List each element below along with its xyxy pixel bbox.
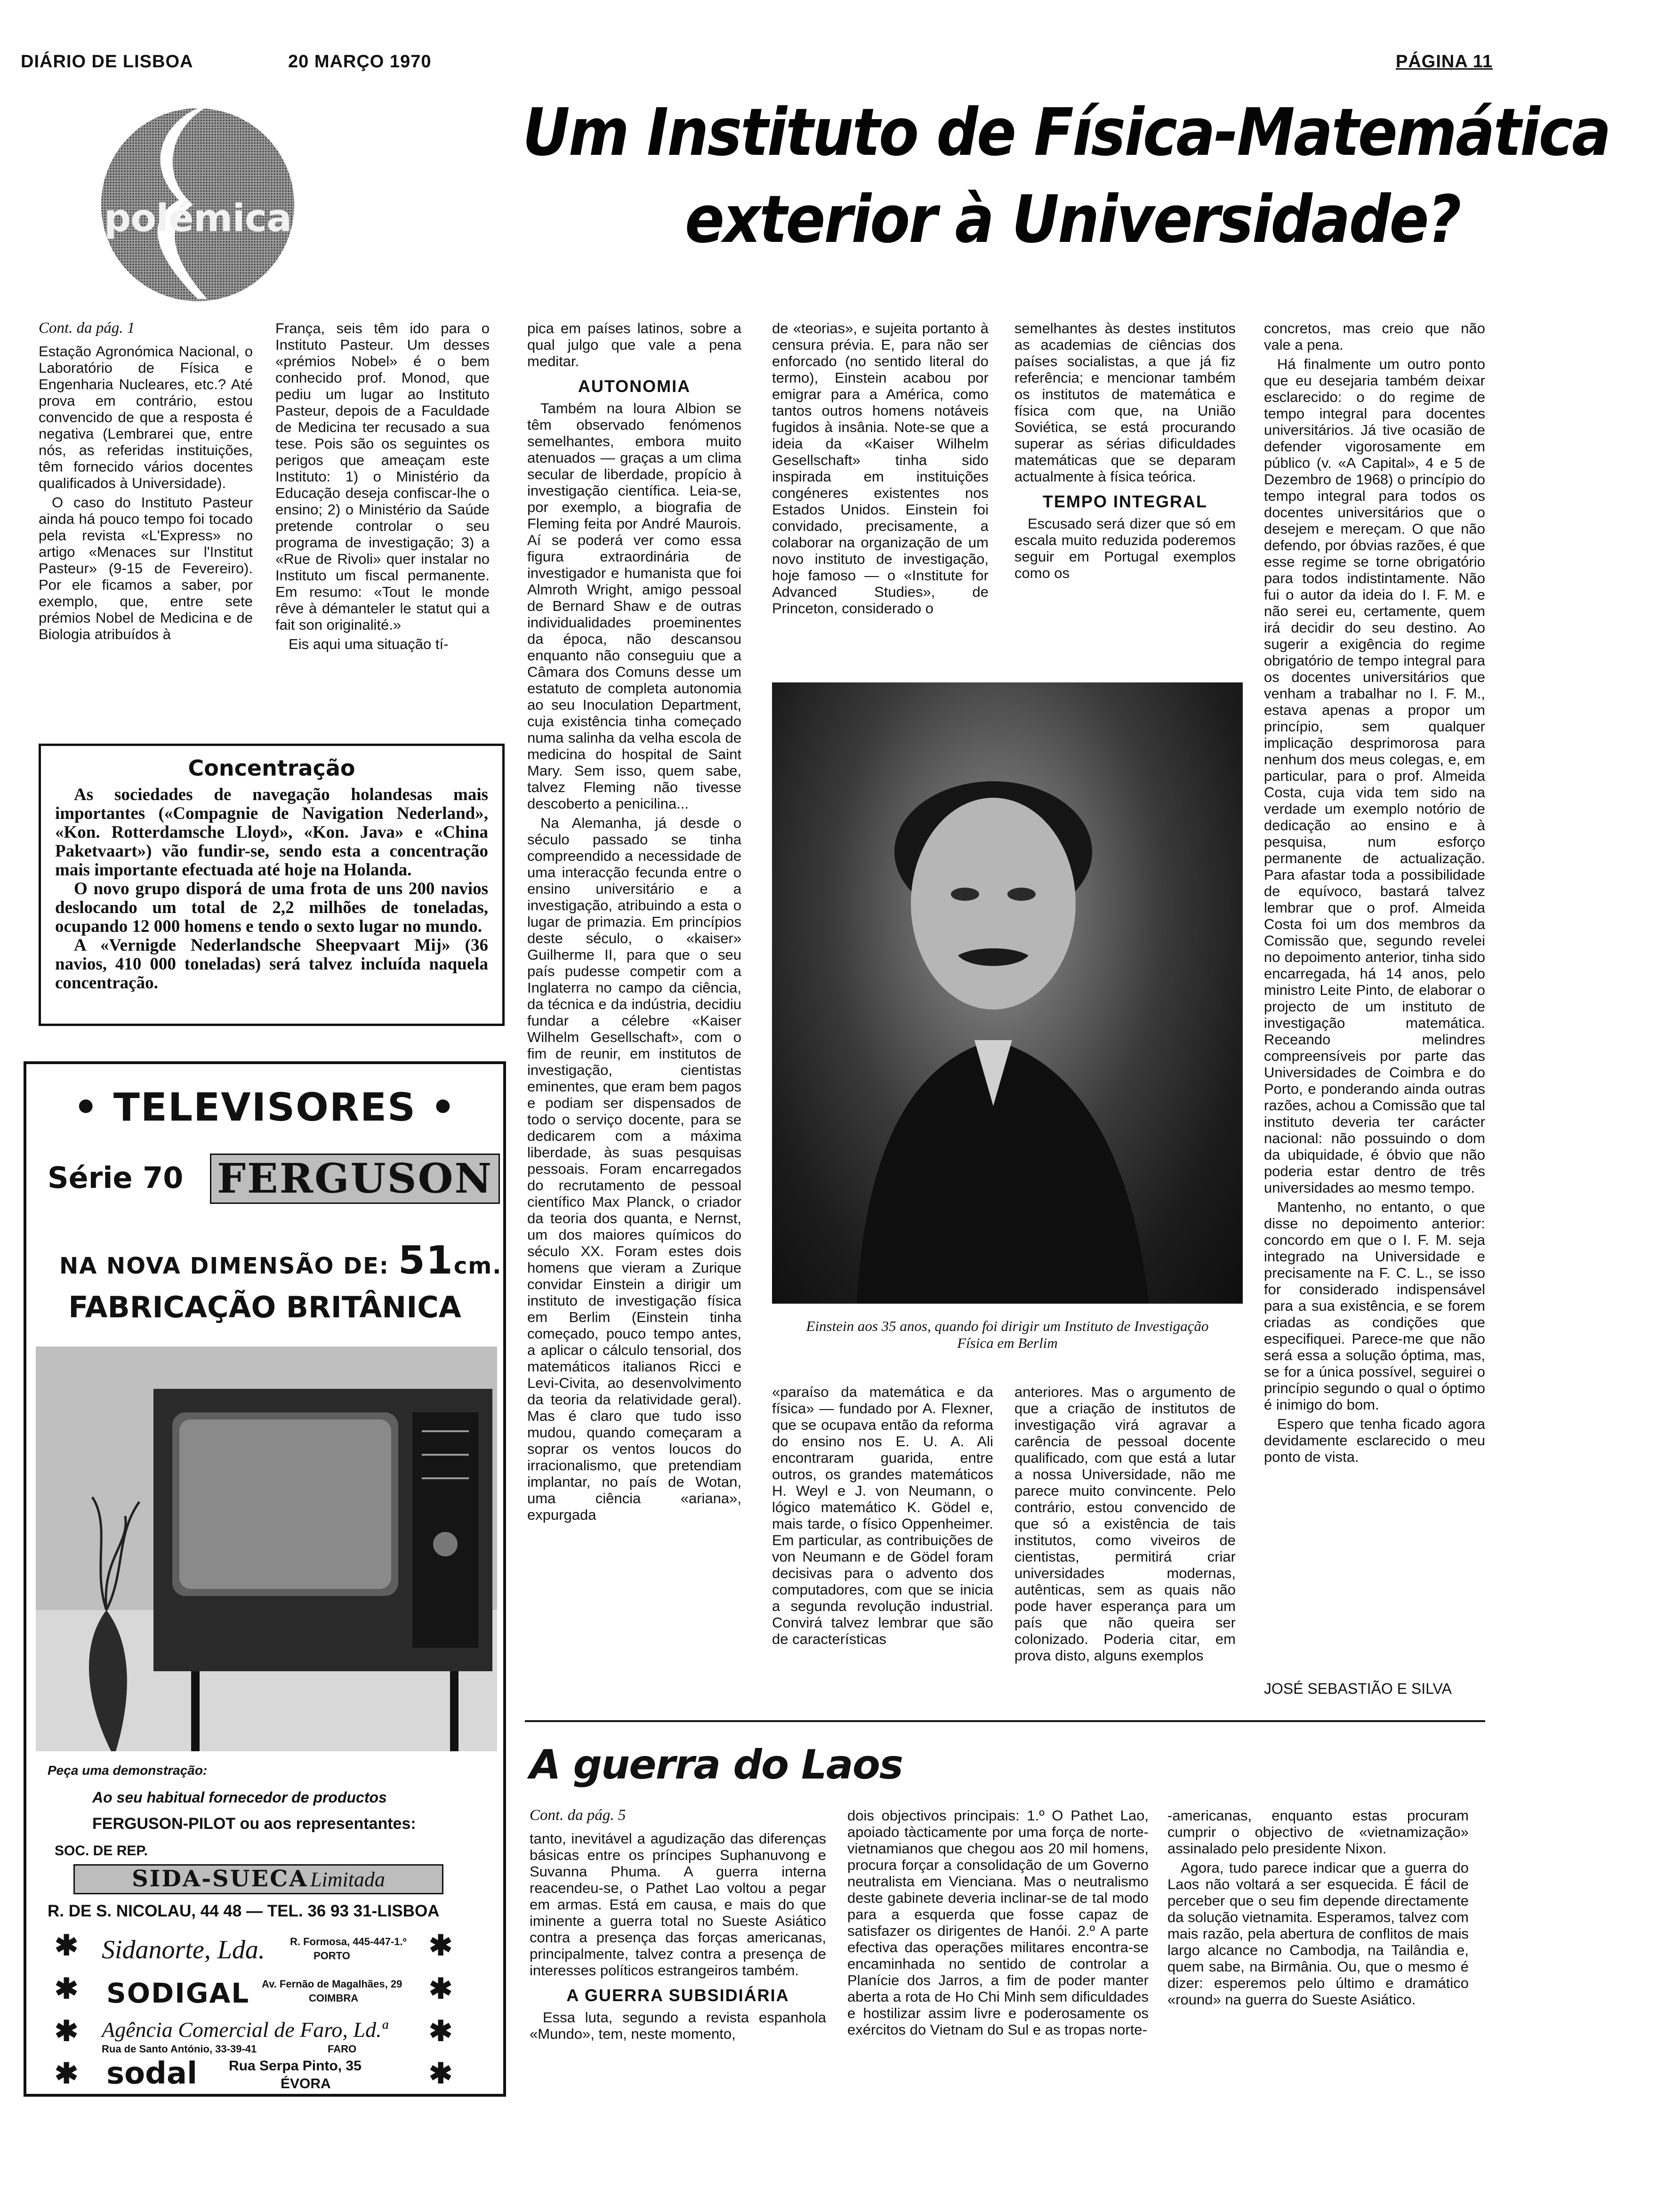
laos-col-3: [1167, 1807, 1469, 2071]
paragraph: «paraíso da matemática e da física» — fundado por A. Flexner, que se ocupava então da reforma do ensino nos E. U. A. Ali encontraram guarida, entre outros, os grandes matemáticos H. Weyl e J. von Neumann, o lógico matemático K. Gödel e, mais tarde, o físico Oppenheimer. Em particular, as contribuições de von Neumann e de Gödel foram decisivas para o advento dos computadores, com que se inicia a segunda revolução industrial. Convirá talvez lembrar que são de características: [772, 1384, 993, 1647]
section-divider: [525, 1720, 1485, 1722]
ad-demo-line3: FERGUSON-PILOT ou aos representantes:: [92, 1815, 416, 1833]
ad-sida: SIDA-SUECA: [132, 1866, 308, 1892]
dealer-coimbra-city: COIMBRA: [309, 1992, 359, 2004]
asterisk-bullet-icon: ✱: [429, 1930, 453, 1961]
concentracao-title: Concentração: [188, 755, 355, 781]
dealer-coimbra-name: SODIGAL: [106, 1977, 250, 2009]
ad-fabrication: FABRICAÇÃO BRITÂNICA: [68, 1290, 461, 1324]
subheading-guerra-subsidiaria: A GUERRA SUBSIDIÁRIA: [566, 1986, 789, 2005]
article-col-3: [527, 320, 741, 1708]
subheading-tempo-integral: TEMPO INTEGRAL: [1043, 492, 1207, 511]
paragraph: Mantenho, no entanto, o que disse no depoimento anterior: concordo em que o I. F. M. seja integrado na Universidade e precisamente na F. C. L., se isso for considerado indispensável para a sua existência, e se forem criadas as condições que especifiquei. Parece-me que não será essa a solução óptima, mas, se for a única possível, seguirei o princípio segundo o qual o óptimo é inimigo do bom.: [1264, 1199, 1485, 1413]
dealer-faro-name: Agência Comercial de Faro, Ld.ª: [102, 2018, 388, 2042]
dealer-faro-city: FARO: [328, 2043, 357, 2055]
article-col-1: [39, 320, 253, 701]
laos-col-1: [530, 1807, 826, 2071]
paragraph: Eis aqui uma situação tí-: [289, 636, 449, 652]
paragraph: Essa luta, segundo a revista espanhola «Mundo», tem, neste momento,: [530, 2009, 826, 2042]
dealer-evora-name: sodal: [106, 2056, 197, 2091]
asterisk-bullet-icon: ✱: [429, 2015, 453, 2047]
continuation-ref: Cont. da pág. 5: [530, 1807, 626, 1824]
dealer-porto-address: R. Formosa, 445-447-1.º: [290, 1936, 407, 1948]
ad-sida-address: R. DE S. NICOLAU, 44 48 — TEL. 36 93 31-LISBOA: [48, 1902, 440, 1920]
article-col-4: [772, 320, 989, 649]
article-col-5-lower: [1014, 1384, 1236, 1713]
paragraph: Agora, tudo parece indicar que a guerra do Laos não voltará a ser esquecida. É fácil de perceber que o seu fim depende directamente da solução vietnamita. Esperamos, talvez com mais razão, pela abertura de conflitos de mais largo alcance no Cambodja, na Tailândia e, quem sabe, na Birmânia. Ou, que o mesmo é dizer: esperemos pelo último e dramático «round» na guerra do Sueste Asiático.: [1167, 1859, 1469, 2008]
article-col-5: [1014, 320, 1236, 649]
polemica-label: polémica: [104, 196, 292, 240]
concentracao-box: [39, 744, 505, 1026]
paragraph: Escusado será dizer que só em escala muito reduzida poderemos seguir em Portugal exemplos como os: [1014, 515, 1236, 581]
paragraph: França, seis têm ido para o Instituto Pasteur. Um desses «prémios Nobel» é o bem conhecido prof. Monod, que pediu um lugar ao Instituto Pasteur, depois de a Faculdade de Medicina ter recusado a sua tese. Pois são os seguintes os perigos que ameaçam este Instituto: 1) o Ministério da Educação deseja confiscar-lhe o ensino; 2) o Ministério da Saúde pretende controlar o seu programa de investigação; 3) a «Rue de Rivoli» quer instalar no Instituto um fiscal permanente. Em resumo: «Tout le monde rêve à démanteler le statut qui a fait son originalité.»: [275, 320, 490, 633]
paragraph: anteriores. Mas o argumento de que a criação de institutos de investigação virá agravar a carência de pessoal docente qualificado, com que está a lutar a nossa Universidade, não me parece muito convincente. Pelo contrário, estou convencido de que só a existência de tais institutos, como viveiros de cientistas, permitirá criar universidades modernas, autênticas, sem as quais não pode haver esperança para um país que não queira ser colonizado. Poderia citar, em prova disto, alguns exemplos: [1014, 1384, 1236, 1664]
issue-date: 20 MARÇO 1970: [288, 52, 432, 72]
ad-demo-line2: Ao seu habitual fornecedor de productos: [92, 1789, 387, 1806]
ferguson-advertisement: [24, 1061, 506, 2097]
concentracao-paragraph: A «Vernigde Nederlandsche Sheepvaart Mij» (36 navios, 410 000 toneladas) será talvez incluída naquela concentração.: [55, 936, 488, 993]
portrait-icon: [772, 682, 1243, 1304]
paragraph: tanto, inevitável a agudização das diferenças básicas entre os príncipes Suphanuvong e Suvanna Phuma. A guerra interna reacendeu-se, o Pathet Lao voltou a pegar em armas. Está em causa, e mais do que iminente a guerra total no Sueste Asiático contra a presença das forças americanas, principalmente, talvez contra a presença de interesses políticos estrangeiros também.: [530, 1830, 826, 1979]
asterisk-bullet-icon: ✱: [429, 1973, 453, 2004]
asterisk-bullet-icon: ✱: [55, 2015, 79, 2047]
television-icon: [36, 1346, 497, 1751]
paragraph: Também na loura Albion se têm observado fenómenos semelhantes, embora muito atenuados — graças a um clima secular de liberdade, propício à investigação científica. Leia-se, por exemplo, a biografia de Fleming feita por André Maurois. Aí se poderá ver como essa figura extraordinária de investigador e humanista que foi Almroth Wright, amigo pessoal de Bernard Shaw e de outras individualidades proeminentes da época, não descansou enquanto não conseguiu que a Câmara dos Comuns desse um estatuto de completa autonomia ao seu Inoculation Department, cuja existência tinha começado numa salinha da velha escola de medicina do hospital de Saint Mary. Sem isso, quem sabe, talvez Fleming não tivesse descoberto a penicilina...: [527, 400, 741, 812]
dealer-evora-address: Rua Serpa Pinto, 35: [229, 2058, 362, 2074]
ad-sida-script: Limitada: [310, 1868, 385, 1891]
article-col-2: [275, 320, 490, 706]
asterisk-bullet-icon: ✱: [55, 1930, 79, 1961]
ad-brand: FERGUSON: [210, 1154, 500, 1204]
paragraph: semelhantes às destes institutos as academias de ciências dos países socialistas, a que já fiz referência; e mencionar também os institutos de matemática e física com que, na União Soviética, se está procurando superar as sérias dificuldades matemáticas que se deparam actualmente à física teórica.: [1014, 320, 1236, 485]
paragraph: concretos, mas creio que não vale a pena.: [1264, 320, 1485, 353]
paragraph: dois objectivos principais: 1.º O Pathet Lao, apoiado tàcticamente por uma força de norte-vietnamianos que chegou aos 20 mil homens, procura forçar a consolidação de um Governo neutralista em Vienciana. Mas o neutralismo deste gabinete deveria inclinar-se de tal modo para a esquerda que fosse capaz de satisfazer os dirigentes de Hanói. 2.º A parte efectiva das operações militares encontra-se encaminhada no sentido de controlar a Planície dos Jarros, a fim de poder manter aberta a rota de Ho Chi Minh sem dificuldades e hostilizar assim livre e poderosamente os exércitos do Vietnam do Sul e as tropas norte-: [847, 1807, 1149, 2038]
page-number: PÁGINA 11: [1396, 52, 1493, 72]
ad-serie: Série 70: [48, 1161, 184, 1195]
paragraph: O caso do Instituto Pasteur ainda há pouco tempo foi tocado pela revista «L'Express» no artigo «Menaces sur l'Institut Pasteur» (9-15 de Fevereiro). Por ele ficamos a saber, por exemplo, que, entre sete prémios Nobel de Medicina e de Biologia atribuídos à: [39, 494, 253, 642]
article-col-6: [1264, 320, 1485, 1713]
ad-dimension-text: NA NOVA DIMENSÃO DE:: [59, 1253, 389, 1279]
paragraph: de «teorias», e sujeita portanto à censura prévia. E, para não ser enforcado (no sentido literal do termo), Einstein acabou por emigrar para a América, como tantos outros homens notáveis fugidos à insânia. Note-se que a ideia da «Kaiser Wilhelm Gesellschaft» tinha sido inspirada em instituições congéneres existentes nos Estados Unidos. Einstein foi convidado, precisamente, a colaborar na organização de um novo instituto de investigação, hoje famoso — o «Institute for Advanced Studies», de Princeton, considerado o: [772, 320, 989, 617]
ad-soc-rep: SOC. DE REP.: [55, 1843, 148, 1859]
laos-col-2: [847, 1807, 1149, 2071]
television-illustration: [36, 1346, 497, 1751]
concentracao-paragraph: As sociedades de navegação holandesas mais importantes («Compagnie de Navigation Nederland», «Kon. Rotterdamsche Lloyd», «Kon. Java» e «China Paketvaart») vão fundir-se, sendo esta a concentração mais importante efectuada até hoje na Holanda.: [55, 785, 488, 880]
einstein-photo: [772, 682, 1243, 1304]
continuation-ref: Cont. da pág. 1: [39, 320, 135, 337]
dealer-evora-city: ÉVORA: [281, 2076, 331, 2092]
paragraph: Espero que tenha ficado agora devidamente esclarecido o meu ponto de vista.: [1264, 1416, 1485, 1465]
paragraph: Estação Agronómica Nacional, o Laboratório de Física e Engenharia Nucleares, etc.? Até prova em contrário, estou convencido de que a resposta é negativa (Lembrarei que, entre nós, as referidas instituições, têm fornecido vários docentes qualificados à Universidade).: [39, 343, 253, 491]
dealer-coimbra-address: Av. Fernão de Magalhães, 29: [262, 1978, 402, 1990]
ad-dimension: [59, 1238, 502, 1283]
paragraph: Há finalmente um outro ponto que eu desejaria também deixar esclarecido: o do regime de tempo integral para docentes universitários. Já tive ocasião de defender vigorosamente em público (v. «A Capital», 4 e 5 de Dezembro de 1968) o princípio do tempo integral para todos os docentes universitários que o desejem e mereçam. O que não defendo, por óbvias razões, é que esse regime se torne obrigatório para todos indistintamente. Não fui o autor da ideia do I. F. M. e não serei eu, certamente, quem irá decidir do seu destino. Ao sugerir a exigência do regime obrigatório de tempo integral para os docentes universitários que venham a trabalhar no I. F. M., estava apenas a propor um princípio, sem qualquer implicação desprimorosa para nenhum dos meus colegas, e, em particular, para o prof. Almeida Costa, cuja vida tem sido na verdade um exemplo notório de dedicação ao ensino e à pesquisa, num esforço permanente de actualização. Para afastar toda a possibilidade de equívoco, bastará talvez lembrar que o prof. Almeida Costa foi um dos membros da Comissão que, segundo revelei no depoimento anterior, tinha sido encarregada, há 14 anos, pelo ministro Leite Pinto, de elaborar o projecto de um instituto de investigação matemática. Receando melindres compreensíveis por parte das Universidades de Coimbra e do Porto, e ponderando ainda outras razões, achou a Comissão que tal instituto deveria ter carácter nacional: não possuindo o dom da ubiquidade, é óbvio que não poderia estar dentro de três universidades ao mesmo tempo.: [1264, 356, 1485, 1196]
paragraph: Na Alemanha, já desde o século passado se tinha compreendido a necessidade de uma interacção fecunda entre o ensino universitário e a investigação, atribuindo a esta o lugar de primazia. Em princípios deste século, o «kaiser» Guilherme II, para que o seu país pudesse competir com a Inglaterra no campo da ciência, da técnica e da indústria, decidiu fundar a célebre «Kaiser Wilhelm Gesellschaft», com o fim de reunir, em institutos de investigação, cientistas eminentes, que eram bem pagos e podiam ser dispensados de todo o serviço docente, para se dedicarem com a máxima liberdade, às suas pesquisas pessoais. Foram encarregados do recrutamento de pessoal científico Max Planck, o criador da teoria dos quanta, e Nernst, um dos maiores químicos do século XX. Foram estes dois homens que vieram a Zurique convidar Einstein a dirigir um instituto de investigação física em Berlim (Einstein tinha começado, pouco tempo antes, a aplicar o cálculo tensorial, dos matemáticos italianos Ricci e Levi-Civita, ao desenvolvimento da teoria da relatividade geral). Mas é claro que tudo isso mudou, quando começaram a soprar os ventos loucos do irracionalismo, que pretendiam implantar, no país de Wotan, uma ciência «ariana», expurgada: [527, 815, 741, 1523]
polemica-logo: [89, 96, 306, 304]
article-headline-line2: exterior à Universidade?: [685, 182, 1460, 258]
dealer-porto-name: Sidanorte, Lda.: [102, 1935, 265, 1964]
dealer-porto-city: PORTO: [314, 1950, 350, 1962]
photo-caption: Einstein aos 35 anos, quando foi dirigir um Instituto de Investigação Física em Berlim: [806, 1318, 1209, 1351]
paragraph: -americanas, enquanto estas procuram cumprir o objectivo de «vietnamização» assinalado pelo presidente Nixon.: [1167, 1807, 1469, 1857]
asterisk-bullet-icon: ✱: [55, 2058, 79, 2089]
concentracao-paragraph: O novo grupo disporá de uma frota de uns 200 navios deslocando um total de 2,2 milhões de toneladas, ocupando 12 000 homens e tendo o sexto lugar no mundo.: [55, 879, 488, 936]
author-signature: JOSÉ SEBASTIÃO E SILVA: [1264, 1680, 1452, 1697]
subheading-autonomia: AUTONOMIA: [578, 377, 691, 396]
ad-title: • TELEVISORES •: [73, 1085, 457, 1130]
article-headline-line1: Um Instituto de Física-Matemática: [523, 95, 1610, 171]
article-col-4-lower: [772, 1384, 993, 1713]
ad-sida-banner: [73, 1864, 443, 1894]
ad-demo-line1: Peça uma demonstração:: [48, 1763, 208, 1778]
laos-headline: A guerra do Laos: [530, 1741, 903, 1788]
ad-size: 51: [398, 1238, 454, 1283]
newspaper-name: DIÁRIO DE LISBOA: [21, 52, 193, 72]
asterisk-bullet-icon: ✱: [429, 2058, 453, 2089]
dealer-faro-address: Rua de Santo António, 33-39-41: [102, 2043, 257, 2055]
ad-size-unit: cm.: [453, 1253, 502, 1279]
asterisk-bullet-icon: ✱: [55, 1973, 79, 2004]
paragraph: pica em países latinos, sobre a qual julgo que vale a pena meditar.: [527, 320, 741, 369]
